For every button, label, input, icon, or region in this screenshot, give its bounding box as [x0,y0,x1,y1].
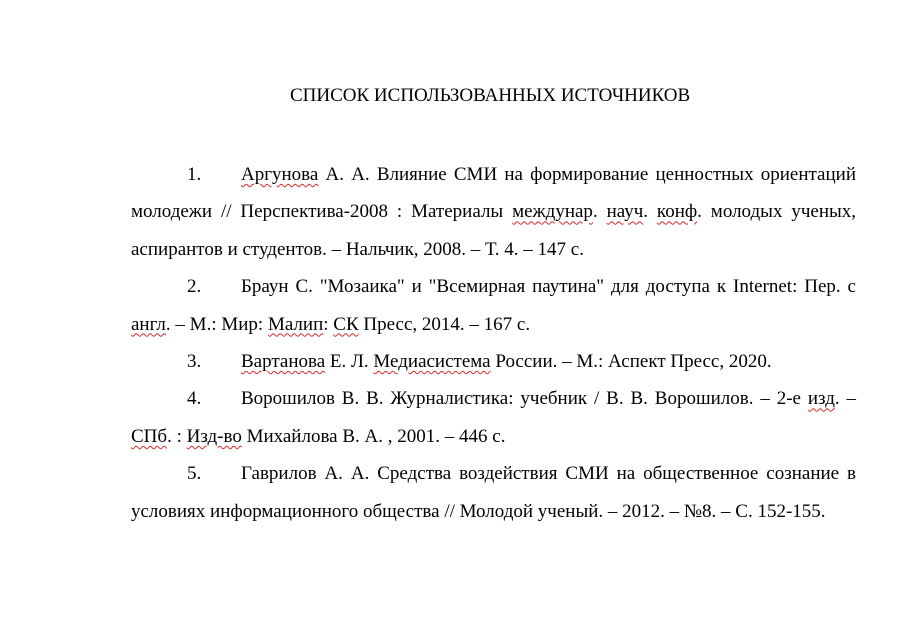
spellcheck-flagged-word: науч [606,201,644,223]
entry-text: . : [167,425,187,447]
entry-text: А. А. Влияние СМИ на формирование ценностных ориентаций молодежи // Перспектива-2008 : Материалы [131,164,856,223]
spellcheck-flagged-word: СПб [131,425,168,447]
bibliography-entry [131,455,856,530]
spellcheck-flagged-word: СК [333,313,359,335]
entry-text: Михайлова В. А. , 2001. – 446 с. [241,425,506,447]
spellcheck-flagged-word: Медиасистема [373,351,491,373]
entry-number: 1. [187,164,202,185]
entry-number: 2. [187,276,202,298]
entry-text: Ворошилов В. В. Журналистика: учебник / В. В. Ворошилов. – 2-е [241,388,808,410]
spellcheck-flagged-word: конф [656,201,698,223]
spellcheck-flagged-word: междунар [512,201,593,223]
bibliography-entry [131,268,856,343]
spellcheck-flagged-word: англ [131,313,166,335]
spellcheck-flagged-word: Изд-во [186,425,242,447]
entry-number: 4. [187,388,202,410]
entry-number: 3. [187,351,202,373]
spellcheck-flagged-word: изд [807,388,835,410]
entry-text: : [323,313,334,335]
entry-text: . [643,201,657,223]
entry-number: 5. [187,463,202,485]
entry-text: . – М.: Мир: [165,313,268,335]
bibliography-entry [131,343,856,380]
bibliography-title: СПИСОК ИСПОЛЬЗОВАННЫХ ИСТОЧНИКОВ [290,85,691,106]
spellcheck-flagged-word: Аргунова [241,164,319,185]
entry-text: Е. Л. [325,351,374,373]
entry-text: . – [834,388,857,410]
bibliography-list [131,156,856,530]
entry-text: России. – М.: Аспект Пресс, 2020. [490,351,772,373]
entry-text: Пресс, 2014. – 167 с. [358,313,531,335]
bibliography-entry [131,380,856,455]
entry-text: Браун С. "Мозаика" и "Всемирная паутина" для доступа к Internet: Пер. с [241,276,856,298]
entry-text: . [592,201,607,223]
entry-text: . молодых ученых, аспирантов и студентов. – Нальчик, 2008. – Т. 4. – 147 с. [131,201,857,260]
bibliography-entry [131,156,856,268]
spellcheck-flagged-word: Малип [267,313,324,335]
entry-text: Гаврилов А. А. Средства воздействия СМИ на общественное сознание в условиях информационного общества // Молодой ученый. – 2012. – №8. – С. 152-155. [131,463,856,522]
spellcheck-flagged-word: Вартанова [241,351,326,373]
